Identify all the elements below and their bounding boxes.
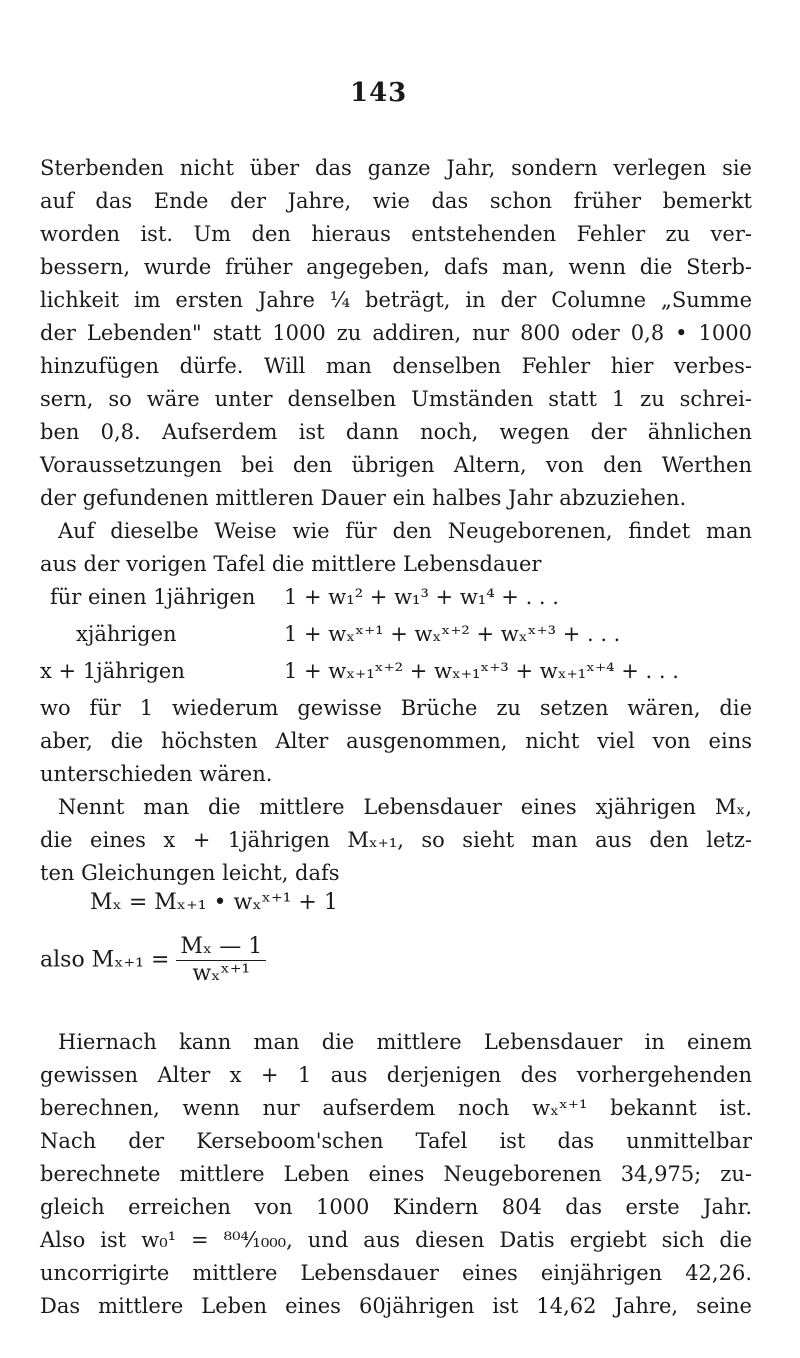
text-line: ben 0,8. Aufserdem ist dann noch, wegen der ähnlichen (40, 420, 752, 444)
text-line: die eines x + 1jährigen Mₓ₊₁, so sieht man aus den letz- (40, 828, 752, 852)
text-line: hinzufügen dürfe. Will man denselben Fehler hier verbes- (40, 354, 752, 378)
formula-row (40, 581, 752, 614)
text-line: aber, die höchsten Alter ausgenommen, nicht viel von eins (40, 729, 752, 753)
paragraph-1 (40, 152, 752, 581)
formula-label: xjährigen (76, 622, 177, 646)
text-line: der Lebenden" statt 1000 zu addiren, nur 800 oder 0,8 • 1000 (40, 321, 752, 345)
formula-expression: 1 + wₓˣ⁺¹ + wₓˣ⁺² + wₓˣ⁺³ + . . . (284, 622, 621, 646)
formula-block (40, 581, 752, 688)
text-line: worden ist. Um den hieraus entstehenden Fehler zu ver- (40, 222, 752, 246)
fraction-denominator: wₓˣ⁺¹ (192, 961, 251, 986)
text-line: Nennt man die mittlere Lebensdauer eines xjährigen Mₓ, (58, 795, 752, 819)
text-line: unterschieden wären. (40, 762, 273, 786)
text-line: ten Gleichungen leicht, dafs (40, 861, 340, 885)
formula-row (40, 655, 752, 688)
paragraph-5 (40, 1026, 752, 1323)
text-line: berechnete mittlere Leben eines Neugeborenen 34,975; zu- (40, 1162, 752, 1186)
text-line: Voraussetzungen bei den übrigen Altern, von den Werthen (40, 453, 752, 477)
text-line: lichkeit im ersten Jahre ¼ beträgt, in der Columne „Summe (40, 288, 752, 312)
text-line: Das mittlere Leben eines 60jährigen ist 14,62 Jahre, seine (40, 1294, 752, 1318)
text-line: auf das Ende der Jahre, wie das schon früher bemerkt (40, 189, 752, 213)
equation-2 (40, 934, 266, 987)
formula-expression: 1 + w₁² + w₁³ + w₁⁴ + . . . (284, 585, 559, 609)
text-line: sern, so wäre unter denselben Umständen statt 1 zu schrei- (40, 387, 752, 411)
equation-2-prefix: also Mₓ₊₁ = (40, 947, 170, 973)
equation-1: Mₓ = Mₓ₊₁ • wₓˣ⁺¹ + 1 (90, 890, 338, 915)
text-line: Auf dieselbe Weise wie für den Neugeborenen, findet man (58, 519, 752, 543)
text-line: der gefundenen mittleren Dauer ein halbes Jahr abzuziehen. (40, 486, 687, 510)
fraction-numerator: Mₓ — 1 (176, 934, 266, 961)
text-line: berechnen, wenn nur aufserdem noch wₓˣ⁺¹ bekannt ist. (40, 1096, 752, 1120)
text-line: Nach der Kerseboom'schen Tafel ist das unmittelbar (40, 1129, 752, 1153)
page-number: 143 (350, 78, 408, 108)
formula-row (40, 618, 752, 651)
text-line: aus der vorigen Tafel die mittlere Lebensdauer (40, 552, 542, 576)
formula-label: für einen 1jährigen (50, 585, 256, 609)
formula-expression: 1 + wₓ₊₁ˣ⁺² + wₓ₊₁ˣ⁺³ + wₓ₊₁ˣ⁺⁴ + . . . (284, 659, 679, 683)
text-line: bessern, wurde früher angegeben, dafs man, wenn die Sterb- (40, 255, 752, 279)
text-line: gleich erreichen von 1000 Kindern 804 das erste Jahr. (40, 1195, 752, 1219)
text-line: uncorrigirte mittlere Lebensdauer eines einjährigen 42,26. (40, 1261, 752, 1285)
text-line: gewissen Alter x + 1 aus derjenigen des vorhergehenden (40, 1063, 752, 1087)
text-line: Also ist w₀¹ = ⁸⁰⁴⁄₁₀₀₀, und aus diesen Datis ergiebt sich die (40, 1228, 752, 1252)
text-line: wo für 1 wiederum gewisse Brüche zu setzen wären, die (40, 696, 752, 720)
equation-2-fraction (176, 934, 266, 987)
text-line: Sterbenden nicht über das ganze Jahr, sondern verlegen sie (40, 156, 752, 180)
text-line: Hiernach kann man die mittlere Lebensdauer in einem (58, 1030, 752, 1054)
paragraph-3 (40, 692, 752, 890)
formula-label: x + 1jährigen (40, 659, 185, 683)
